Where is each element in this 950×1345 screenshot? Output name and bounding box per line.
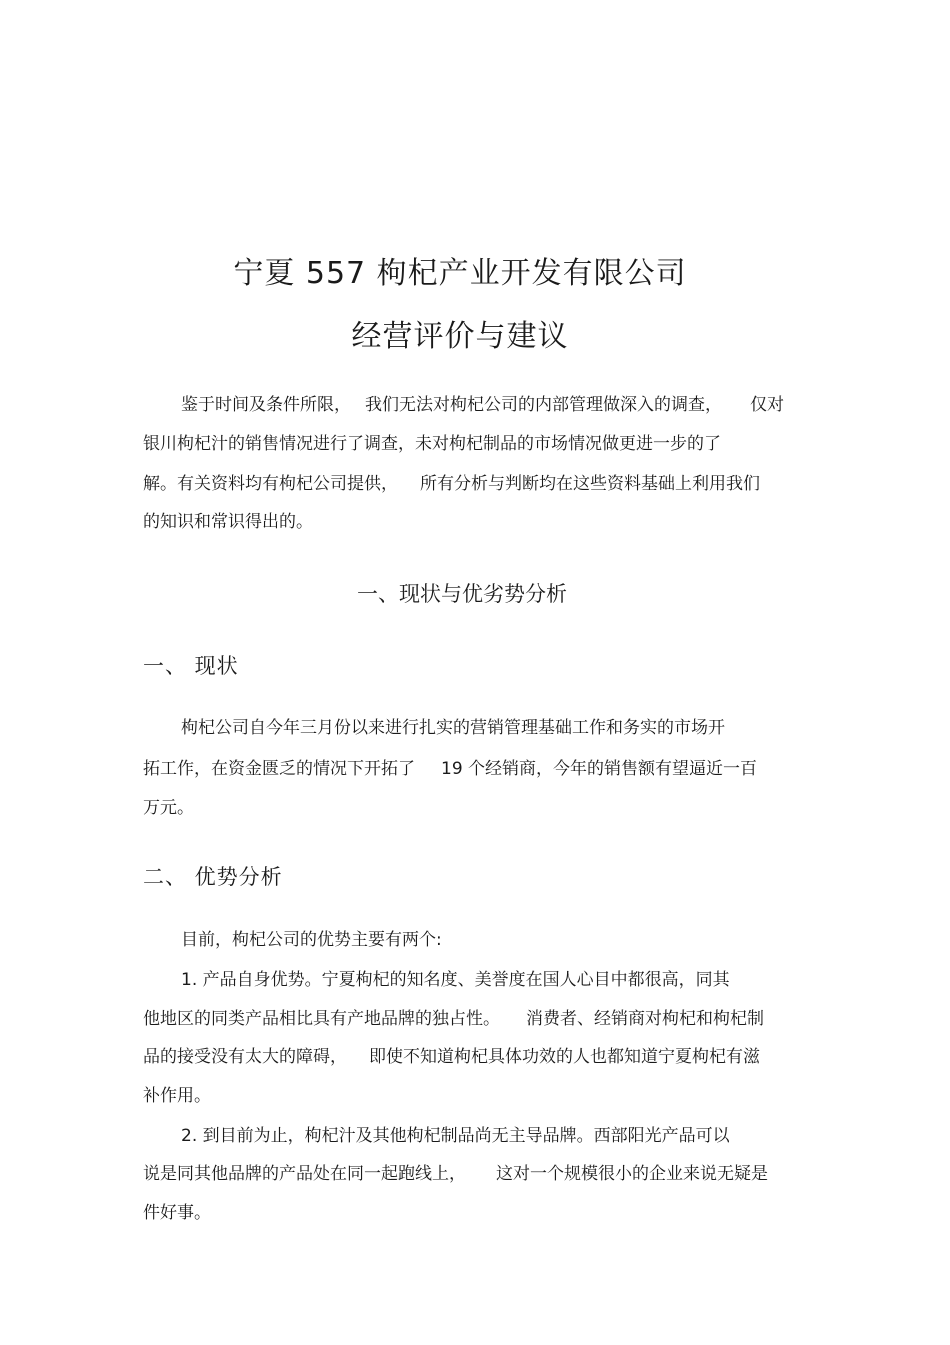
current-line-2b: 19 个经销商，今年的销售额有望逼近一百 <box>441 759 758 779</box>
intro-line-1a: 鉴于时间及条件所限， <box>181 395 351 415</box>
heading-advantage-analysis: 二、 优势分析 <box>143 865 283 889</box>
heading-current-status: 一、 现状 <box>143 654 239 678</box>
advantage-p1-line-3a: 品的接受没有太大的障碍， <box>143 1047 347 1067</box>
intro-line-3a: 解。有关资料均有枸杞公司提供， <box>143 474 398 494</box>
advantage-intro: 目前，枸杞公司的优势主要有两个: <box>181 930 442 950</box>
current-line-2 <box>143 758 757 780</box>
advantage-p1-line-3 <box>143 1046 760 1068</box>
document-title-line1: 宁夏 557 枸杞产业开发有限公司 <box>233 256 687 291</box>
intro-line-3 <box>143 473 760 495</box>
intro-line-3b: 所有分析与判断均在这些资料基础上利用我们 <box>420 474 760 494</box>
intro-line-1b: 我们无法对枸杞公司的内部管理做深入的调查， <box>365 395 722 415</box>
intro-line-2: 银川枸杞汁的销售情况进行了调查，未对枸杞制品的市场情况做更进一步的了 <box>143 434 721 454</box>
advantage-p1-line-2 <box>143 1008 764 1030</box>
advantage-p2-line-1: 2. 到目前为止，枸杞汁及其他枸杞制品尚无主导品牌。西部阳光产品可以 <box>181 1126 730 1146</box>
current-line-3: 万元。 <box>143 798 194 818</box>
advantage-p1-line-3b: 即使不知道枸杞具体功效的人也都知道宁夏枸杞有滋 <box>369 1047 760 1067</box>
section-1-title: 一、现状与优劣势分析 <box>357 582 567 606</box>
advantage-p1-line-2a: 他地区的同类产品相比具有产地品牌的独占性。 <box>143 1009 500 1029</box>
advantage-p1-line-4: 补作用。 <box>143 1086 211 1106</box>
advantage-p1-line-2b: 消费者、经销商对枸杞和枸杞制 <box>526 1009 764 1029</box>
document-title-line2: 经营评价与建议 <box>351 319 569 354</box>
intro-line-1 <box>181 394 784 416</box>
current-line-2a: 拓工作，在资金匮乏的情况下开拓了 <box>143 759 415 779</box>
intro-line-4: 的知识和常识得出的。 <box>143 512 313 532</box>
advantage-p2-line-3: 件好事。 <box>143 1203 211 1223</box>
advantage-p2-line-2b: 这对一个规模很小的企业来说无疑是 <box>496 1164 768 1184</box>
advantage-p2-line-2a: 说是同其他品牌的产品处在同一起跑线上， <box>143 1164 466 1184</box>
advantage-p1-line-1: 1. 产品自身优势。宁夏枸杞的知名度、美誉度在国人心目中都很高，同其 <box>181 970 730 990</box>
intro-line-1c: 仅对 <box>750 395 784 415</box>
advantage-p2-line-2 <box>143 1163 768 1185</box>
current-line-1: 枸杞公司自今年三月份以来进行扎实的营销管理基础工作和务实的市场开 <box>181 718 725 738</box>
